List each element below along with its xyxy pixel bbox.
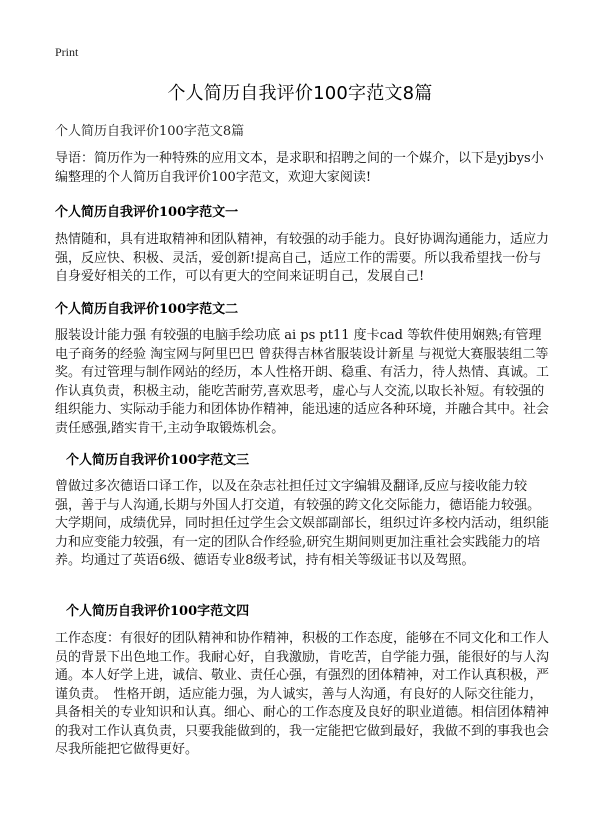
page-title: 个人简历自我评价100字范文8篇 [167,83,433,104]
section-body-3: 曾做过多次德语口译工作，以及在杂志社担任过文字编辑及翻译,反应与接收能力较强，善于与人沟通,长期与外国人打交道，有较强的跨文化交际能力，德语能力较强。大学期间，成绩优异，同时担任过学生会文娱部副部长，组织过许多校内活动，组织能力和应变能力较强，有一定的团队合作经验,研究生期间则更加注重社会实践能力的培养。均通过了英语6级、德语专业8级考试，持有相关等级证书以及驾照。 [55,479,550,568]
intro-paragraph: 导语：简历作为一种特殊的应用文本，是求职和招聘之间的一个媒介，以下是yjbys小编整理的个人简历自我评价100字范文，欢迎大家阅读! [55,151,544,185]
section-heading-1: 个人简历自我评价100字范文一 [55,205,239,220]
section-body-4: 工作态度：有很好的团队精神和协作精神，积极的工作态度，能够在不同文化和工作人员的背景下出色地工作。我耐心好，自我激励，肯吃苦，自学能力强，能很好的与人沟通。本人好学上进，诚信、敬业、责任心强，有强烈的团体精神，对工作认真积极，严谨负责。 性格开朗，适应能力强，为人诚实，善与人沟通，有良好的人际交往能力，具备相关的专业知识和认真。细心、耐心的工作态度及良好的职业道德。相信团体精神的我对工作认真负责，只要我能做到的，我一定能把它做到最好，我做不到的事我也会尽我所能把它做得更好。 [55,631,550,757]
section-heading-2: 个人简历自我评价100字范文二 [55,302,239,317]
document-subtitle: 个人简历自我评价100字范文8篇 [55,124,245,139]
section-heading-4: 个人简历自我评价100字范文四 [66,604,250,619]
print-link[interactable]: Print [55,45,79,59]
section-body-2: 服装设计能力强 有较强的电脑手绘功底 ai ps pt11 度卡cad 等软件使用娴熟;有管理电子商务的经验 淘宝网与阿里巴巴 曾获得吉林省服装设计新星 与视觉大赛服装组二等奖。有过管理与制作网站的经历，本人性格开朗、稳重、有活力，待人热情、真诚。工作认真负责，积极主动，能吃苦耐劳,喜欢思考，虚心与人交流,以取长补短。有较强的组织能力、实际动手能力和团体协作精神，能迅速的适应各种环境，并融合其中。社会责任感强,踏实肯干,主动争取锻炼机会。 [55,328,550,436]
section-heading-3: 个人简历自我评价100字范文三 [66,453,250,468]
section-body-1: 热情随和，具有进取精神和团队精神，有较强的动手能力。良好协调沟通能力，适应力强，反应快、积极、灵活，爱创新!提高自己，适应工作的需要。所以我希望找一份与自身爱好相关的工作，可以有更大的空间来证明自己，发展自己! [55,232,550,284]
